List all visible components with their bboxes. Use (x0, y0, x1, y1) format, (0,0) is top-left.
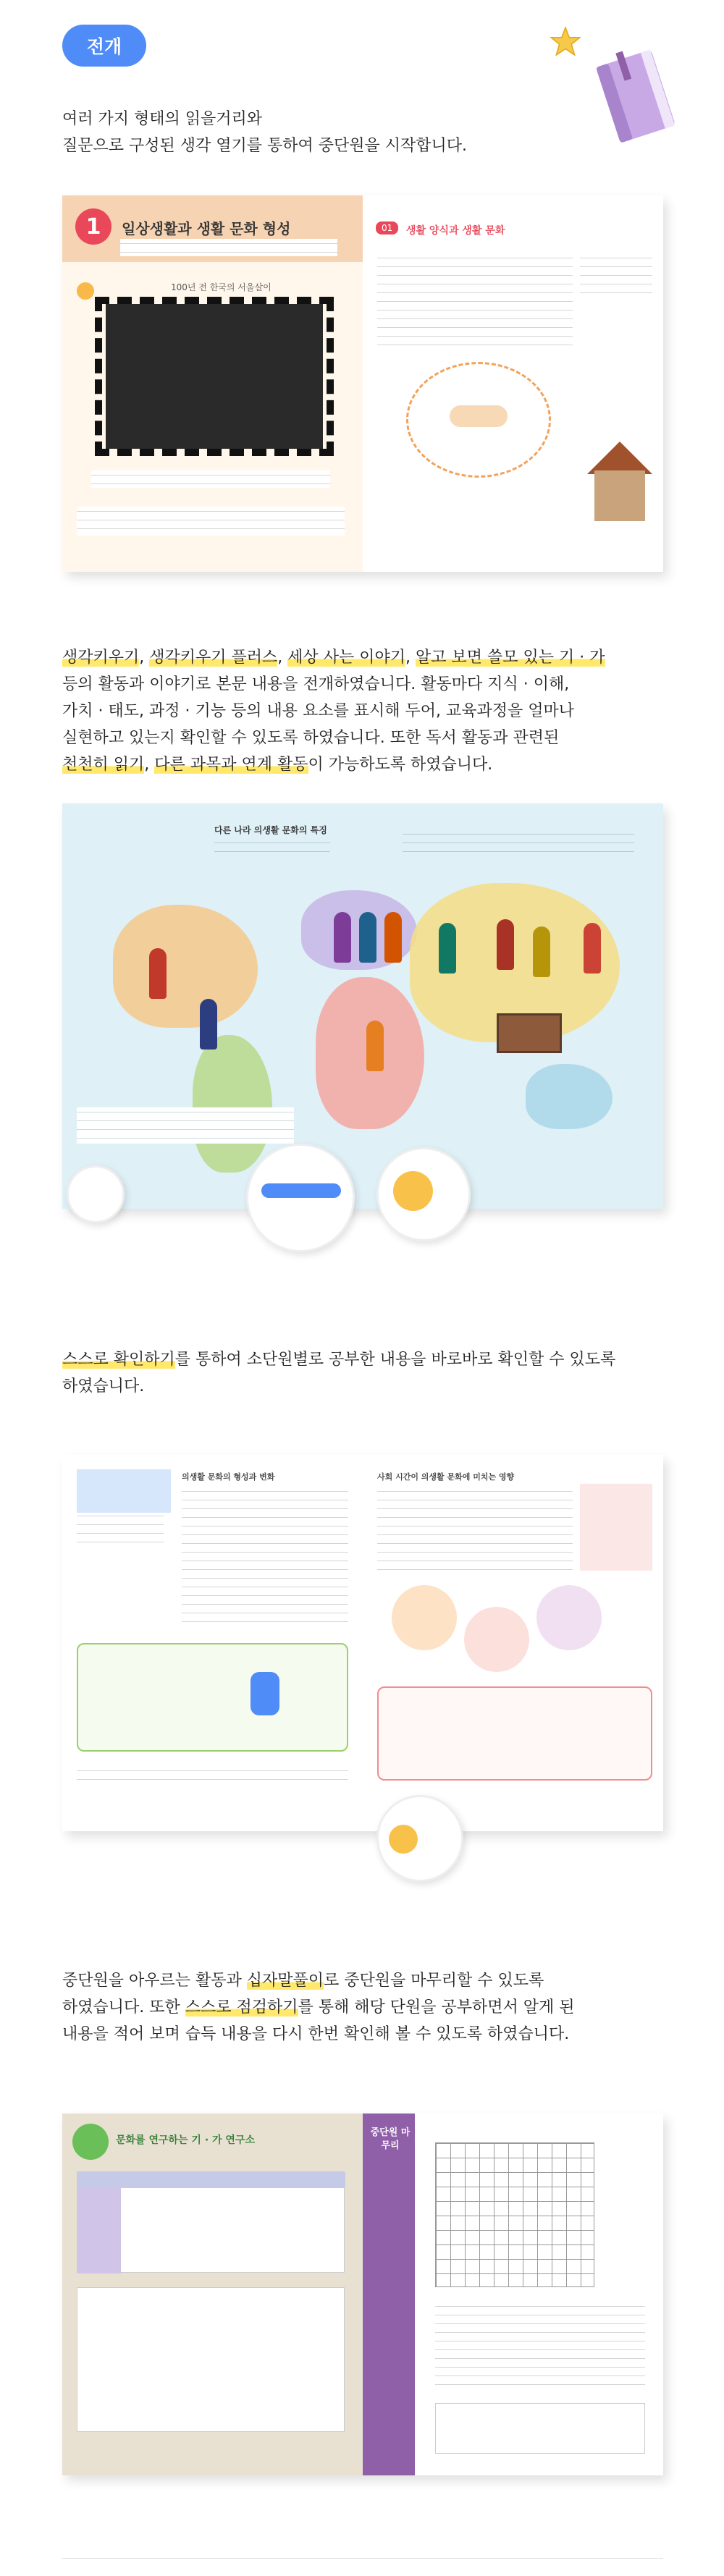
self-check-name: 스스로 확인하기 (62, 1351, 175, 1369)
activity-name-6: 다른 과목과 연계 활동 (154, 756, 308, 774)
activity-box (77, 1107, 294, 1144)
wrap-up-line-3: 내용을 적어 보며 습득 내용을 다시 한번 확인해 볼 수 있도록 하였습니다. (62, 2025, 570, 2043)
house-roof (587, 442, 652, 474)
zoom-bubble-tags (246, 1144, 355, 1252)
costume-figure (366, 1021, 384, 1071)
wrap-up-line-2: 하였습니다. 또한 스스로 점검하기를 통해 해당 단원을 공부하면서 알게 된 (62, 1998, 575, 2017)
self-check-description (62, 1346, 615, 1400)
intro-text (62, 106, 467, 159)
photo-thumbnail (77, 1469, 171, 1513)
diagram-node (464, 1607, 529, 1672)
intro-line-2: 질문으로 구성된 생각 열기를 통하여 중단원을 시작합니다. (62, 137, 468, 155)
unit-wrapup-label: 중단원 마무리 (370, 2127, 411, 2151)
oceania (526, 1064, 613, 1129)
right-heading: 사회 시간이 의생활 문화에 미치는 영향 (377, 1472, 515, 1482)
crossword-grid (435, 2142, 594, 2287)
activity-name-3: 세상 사는 이야기 (287, 649, 406, 667)
intro-line-1: 여러 가지 형태의 읽을거리와 (62, 110, 263, 128)
zoom-bubble-mascot (376, 1147, 471, 1241)
house-illustration (594, 470, 645, 521)
world-map (62, 803, 663, 1209)
body-text (182, 1487, 348, 1624)
wrap-up-line-1: 중단원을 아우르는 활동과 십자말풀이로 중단원을 마무리할 수 있도록 (62, 1972, 544, 1990)
spread-left-page (62, 2113, 363, 2475)
table-row-headers (77, 2188, 121, 2273)
question-lines (77, 507, 345, 536)
unit-title: 일상생활과 생활 문화 형성 (122, 220, 291, 237)
textbook-spread-opening (62, 195, 663, 572)
activity-box (77, 1643, 348, 1752)
spread-right-page (363, 195, 663, 572)
photo-notes (91, 470, 330, 488)
film-strip-frame (95, 297, 334, 456)
unit-number: 1 (75, 208, 111, 245)
textbook-spread-map (62, 803, 663, 1209)
self-check-box (377, 1686, 652, 1781)
section-tag: 전개 (62, 25, 146, 67)
costume-figure (439, 923, 456, 974)
costume-figure (359, 912, 376, 963)
mascot-icon (393, 1171, 433, 1211)
bottom-divider (62, 2558, 663, 2559)
table-header (77, 2172, 345, 2188)
section-label: 01 (376, 221, 398, 235)
spread-left-page (62, 1455, 363, 1831)
map-title: 다른 나라 의생활 문화의 특징 (214, 825, 327, 835)
activity-line-1: 생각키우기, 생각키우기 플러스, 세상 사는 이야기, 알고 보면 쓸모 있는 기 · 가 (62, 649, 605, 667)
activity-description (62, 644, 605, 778)
diagram-node (536, 1585, 602, 1650)
zoom-bubble-selfcheck (376, 1795, 463, 1882)
self-check-line-2: 하였습니다. (62, 1377, 145, 1395)
costume-figure (334, 912, 351, 963)
book-icon (585, 42, 686, 151)
body-text (377, 1487, 573, 1574)
footer-lines (77, 1766, 348, 1788)
textbook-spread-selfcheck (62, 1455, 663, 1831)
costume-figure (533, 926, 550, 977)
costume-figure (149, 948, 167, 999)
unit-side-band (363, 2113, 415, 2475)
carpet-photo (497, 1013, 562, 1053)
activity-name-2: 생각키우기 플러스 (149, 649, 278, 667)
robot-icon (251, 1672, 279, 1715)
wrap-up-description (62, 1967, 575, 2048)
costume-figure (200, 999, 217, 1050)
content-element-tags (261, 1183, 341, 1198)
south-america (193, 1035, 272, 1173)
self-check-line-1: 스스로 확인하기를 통하여 소단원별로 공부한 내용을 바로바로 확인할 수 있도록 (62, 1351, 616, 1369)
diagram-node (392, 1585, 457, 1650)
mascot-icon (77, 282, 94, 300)
spread-left-page (62, 195, 363, 572)
costume-figure (384, 912, 402, 963)
crossword-clues (435, 2302, 645, 2389)
activity-line-5: 천천히 읽기, 다른 과목과 연계 활동이 가능하도록 하였습니다. (62, 756, 493, 774)
crossword-name: 십자말풀이 (246, 1972, 324, 1990)
side-note (580, 253, 652, 297)
notes-area (77, 2287, 345, 2432)
costume-figure (497, 919, 514, 970)
zoom-bubble-small (67, 1165, 125, 1223)
activity-line-2: 등의 활동과 이야기로 본문 내용을 전개하였습니다. 활동마다 지식 · 이해, (62, 675, 570, 693)
map-right-lines (403, 829, 634, 858)
mascot-icon (389, 1825, 418, 1854)
activity-name-5: 천천히 읽기 (62, 756, 145, 774)
activity-name-1: 생각키우기 (62, 649, 140, 667)
section-title: 생활 양식과 생활 문화 (406, 225, 505, 237)
mascot-icon (72, 2124, 109, 2160)
costume-figure (584, 923, 601, 974)
body-text (377, 253, 573, 347)
self-review-box (435, 2403, 645, 2454)
spread-right-page (363, 2113, 663, 2475)
activity-line-4: 실현하고 있는지 확인할 수 있도록 하였습니다. 또한 독서 활동과 관련된 (62, 729, 560, 747)
diagram-center (450, 405, 508, 427)
activity-name-4: 알고 보면 쓸모 있는 기 · 가 (416, 649, 605, 667)
north-america (113, 905, 258, 1028)
self-review-name: 스스로 점검하기 (185, 1998, 298, 2017)
side-note (580, 1484, 652, 1571)
map-intro-lines (214, 838, 330, 860)
star-icon (550, 26, 581, 56)
textbook-spread-wrapup (62, 2113, 663, 2475)
lab-title: 문화를 연구하는 기 · 가 연구소 (116, 2134, 255, 2146)
intro-text-lines (120, 239, 337, 256)
photo-caption: 100년 전 한국의 서울살이 (171, 282, 272, 292)
activity-line-3: 가치 · 태도, 과정 · 기능 등의 내용 요소를 표시해 두어, 교육과정을 얼마나 (62, 702, 574, 720)
spread-right-page (363, 1455, 663, 1831)
research-table (77, 2171, 345, 2273)
left-heading: 의생활 문화의 형성과 변화 (182, 1472, 275, 1482)
